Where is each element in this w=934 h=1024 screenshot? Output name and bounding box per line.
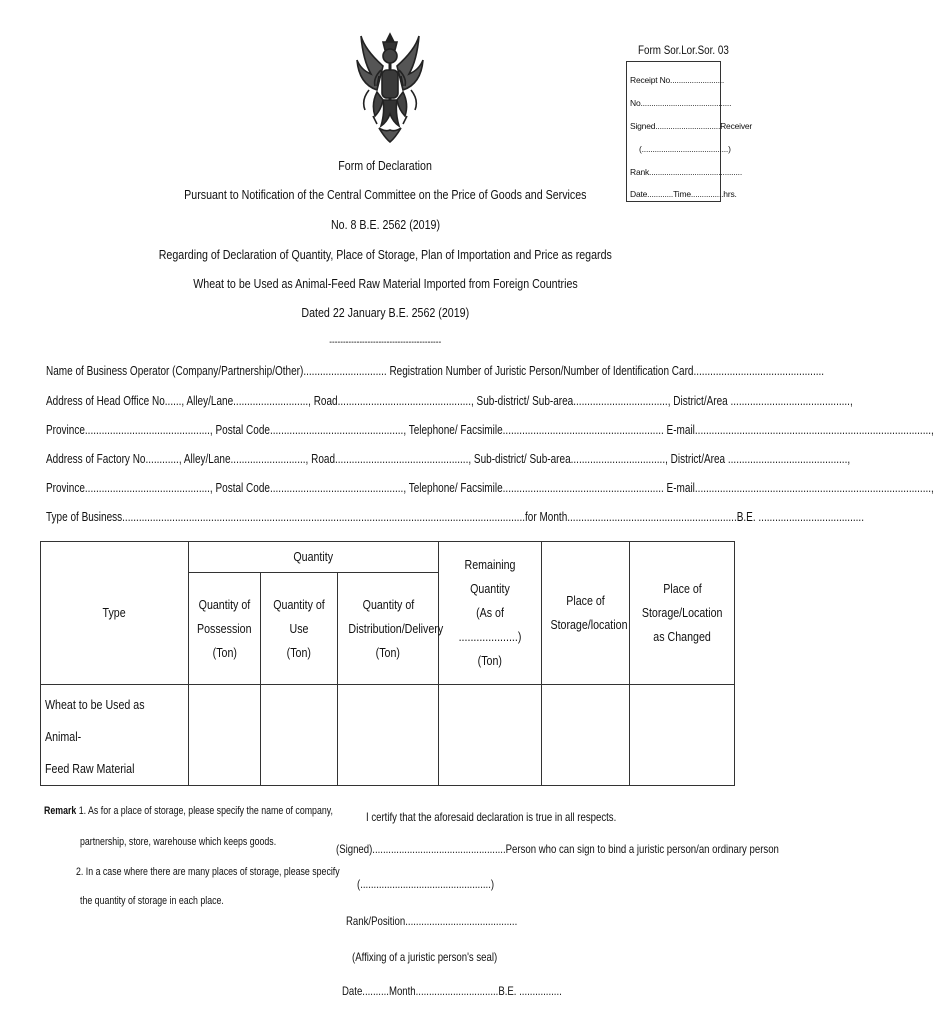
remark-line-1: Remark 1. As for a place of storage, please specify the name of company, bbox=[44, 805, 333, 817]
form-number: Form Sor.Lor.Sor. 03 bbox=[638, 43, 729, 57]
remark-line-2: partnership, store, warehouse which keeps goods. bbox=[80, 836, 277, 848]
receipt-date-line: Date............Time...............hrs. bbox=[630, 189, 737, 199]
remark-line-3: 2. In a case where there are many places of storage, please specify bbox=[76, 866, 340, 878]
title-line-6: Dated 22 January B.E. 2562 (2019) bbox=[301, 305, 469, 320]
remark-label: Remark bbox=[44, 805, 77, 817]
head-office-address-field[interactable]: Address of Head Office No......, Alley/Lane..........................., Road................................................, Sub-district/ Sub-area.................................., District/Area ..........................................., bbox=[46, 394, 853, 408]
certification-statement: I certify that the aforesaid declaration is true in all respects. bbox=[366, 810, 617, 824]
receipt-box bbox=[626, 61, 753, 202]
title-separator: ----------------------------------------- bbox=[329, 337, 441, 348]
row-distribution-cell[interactable] bbox=[338, 685, 439, 786]
signature-line[interactable]: (Signed)..................................................Person who can sign to bind a juristic person/an ordinary person bbox=[336, 842, 779, 856]
row-possession-cell[interactable] bbox=[189, 685, 261, 786]
header-remaining: Remaining Quantity (As of ....................) (Ton) bbox=[439, 542, 542, 685]
business-operator-field[interactable]: Name of Business Operator (Company/Partnership/Other).............................. Registration Number of Juristic Person/Number of Identification Card............................................... bbox=[46, 364, 825, 378]
title-line-4: Regarding of Declaration of Quantity, Place of Storage, Plan of Importation and Price as regards bbox=[158, 247, 612, 262]
title-line-3: No. 8 B.E. 2562 (2019) bbox=[330, 217, 440, 232]
factory-address-field[interactable]: Address of Factory No............, Alley/Lane..........................., Road................................................, Sub-district/ Sub-area.................................., District/Area ..........................................., bbox=[46, 452, 851, 466]
row-storage-cell[interactable] bbox=[542, 685, 630, 786]
garuda-emblem-icon bbox=[355, 30, 425, 146]
receipt-number-line: No.......................................... bbox=[630, 98, 732, 108]
table-row bbox=[41, 685, 735, 786]
header-storage-changed: Place of Storage/Location as Changed bbox=[630, 542, 735, 685]
header-storage: Place of Storage/location bbox=[542, 542, 630, 685]
receipt-no-line: Receipt No......................... bbox=[630, 75, 725, 85]
rank-position-line[interactable]: Rank/Position.......................................... bbox=[346, 914, 518, 928]
remark-line-4: the quantity of storage in each place. bbox=[80, 895, 224, 907]
declaration-table bbox=[40, 541, 735, 786]
receipt-rank-line: Rank........................................... bbox=[630, 167, 742, 177]
receipt-signed-line: Signed..............................Receiver bbox=[630, 121, 753, 131]
row-use-cell[interactable] bbox=[261, 685, 338, 786]
form-title: Form of Declaration bbox=[338, 158, 432, 173]
header-quantity: Quantity bbox=[189, 542, 439, 573]
title-line-5: Wheat to be Used as Animal-Feed Raw Material Imported from Foreign Countries bbox=[192, 276, 578, 291]
header-possession: Quantity of Possession (Ton) bbox=[189, 573, 261, 685]
head-office-province-field[interactable]: Province............................................., Postal Code................................................, Telephone/ Facsimile.......................................................... E-mail....................................................................................., bbox=[46, 423, 934, 437]
date-line[interactable]: Date..........Month...............................B.E. ................ bbox=[342, 984, 562, 998]
receipt-name-line: (........................................) bbox=[639, 144, 731, 154]
row-type-cell: Wheat to be Used as Animal- Feed Raw Material bbox=[41, 685, 189, 786]
header-type: Type bbox=[41, 542, 189, 685]
factory-province-field[interactable]: Province............................................., Postal Code................................................, Telephone/ Facsimile.......................................................... E-mail....................................................................................., bbox=[46, 481, 934, 495]
row-storage-changed-cell[interactable] bbox=[630, 685, 735, 786]
header-use: Quantity of Use (Ton) bbox=[261, 573, 338, 685]
business-type-field[interactable]: Type of Business.................................................................................................................................................for Month.............................................................B.E. ...................................... bbox=[46, 510, 864, 524]
row-remaining-cell[interactable] bbox=[439, 685, 542, 786]
title-line-2: Pursuant to Notification of the Central Committee on the Price of Goods and Services bbox=[183, 187, 587, 202]
signer-name-line[interactable]: (.................................................) bbox=[357, 877, 495, 891]
seal-note: (Affixing of a juristic person's seal) bbox=[352, 950, 498, 964]
header-distribution: Quantity of Distribution/Delivery (Ton) bbox=[338, 573, 439, 685]
